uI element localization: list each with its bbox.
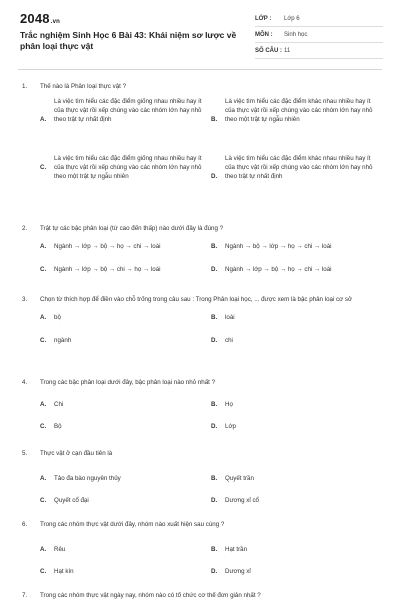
question-4 — [22, 378, 382, 440]
question-number: 5. — [22, 450, 28, 457]
logo-suffix: .vn — [50, 19, 61, 25]
option-letter: C. — [40, 164, 47, 171]
option-list — [40, 474, 382, 514]
meta-count — [255, 44, 383, 59]
meta-value: Lớp 6 — [284, 16, 300, 22]
question-number: 7. — [22, 592, 28, 599]
question-3 — [22, 295, 382, 353]
option-letter: D. — [211, 173, 218, 180]
question-text: Chọn từ thích hợp để điền vào chỗ trống trong câu sau : Trong Phân loại học, ... được xem là bậc phân loại cơ sở — [40, 296, 353, 303]
question-6 — [22, 520, 382, 585]
option-letter: A. — [40, 475, 47, 482]
question-stem — [22, 449, 380, 458]
option-letter: A. — [40, 314, 47, 321]
logo-text: 2048 — [20, 11, 50, 26]
option-text: Rêu — [54, 546, 66, 553]
option-text: Là việc tìm hiểu các đặc điểm khác nhau nhiều hay ít của thực vật rồi xếp chúng vào các nhóm lớn hay nhỏ theo trật tự nhất định — [225, 155, 373, 180]
option-letter: C. — [40, 497, 47, 504]
option-text: Chi — [54, 401, 64, 408]
option-text: Là việc tìm hiểu các đặc điểm giống nhau nhiều hay ít của thực vật rồi xếp chúng vào các nhóm lớn hay nhỏ theo trật tự nhất định — [54, 98, 202, 123]
question-text: Trong các nhóm thực vật dưới đây, nhóm nào xuất hiện sau cùng ? — [40, 521, 225, 528]
question-5 — [22, 449, 382, 514]
option-letter: A. — [40, 116, 47, 123]
option-list — [40, 242, 382, 282]
option-letter: C. — [40, 266, 47, 273]
option-text: Là việc tìm hiểu các đặc điểm khác nhau nhiều hay ít của thực vật rồi xếp chúng vào các nhóm lớn hay nhỏ theo một trật tự ngẫu nhiên — [225, 98, 373, 123]
option-text: Lớp — [225, 423, 236, 430]
option-text: Dương xỉ cổ — [225, 497, 259, 504]
site-logo[interactable] — [20, 11, 60, 26]
option-letter: B. — [211, 243, 218, 250]
question-7 — [22, 592, 380, 599]
meta-subject — [255, 28, 383, 43]
meta-key: MÔN : — [255, 32, 273, 38]
question-stem — [22, 224, 380, 233]
option-letter: B. — [211, 546, 218, 553]
option-text: Tảo đa bào nguyên thủy — [54, 475, 121, 482]
question-number: 4. — [22, 379, 28, 386]
option-list — [40, 400, 382, 440]
option-letter: B. — [211, 116, 218, 123]
question-number: 6. — [22, 521, 28, 528]
option-list — [40, 313, 382, 353]
option-letter: D. — [211, 497, 218, 504]
option-text: Ngành → lớp → bộ → họ → chi → loài — [225, 266, 332, 273]
option-text: Họ — [225, 401, 233, 408]
option-text: Bộ — [54, 423, 62, 430]
option-text: bộ — [54, 314, 61, 321]
option-list — [40, 545, 382, 585]
question-text: Trong các nhóm thực vật ngày nay, nhóm nào có tổ chức cơ thể đơn giản nhất ? — [40, 592, 261, 599]
question-stem — [22, 82, 380, 91]
option-text: Hạt trần — [225, 546, 248, 553]
option-text: Ngành → bộ → lớp → họ → chi → loài — [225, 243, 332, 250]
option-letter: A. — [40, 401, 47, 408]
option-letter: A. — [40, 546, 47, 553]
question-text: Thế nào là Phân loại thực vật ? — [40, 83, 127, 90]
question-number: 2. — [22, 225, 28, 232]
question-text: Trật tự các bậc phân loại (từ cao đến thấp) nào dưới đây là đúng ? — [40, 225, 224, 232]
option-letter: D. — [211, 423, 218, 430]
meta-key: SỐ CÂU : — [255, 48, 282, 54]
option-letter: D. — [211, 568, 218, 575]
option-letter: C. — [40, 423, 47, 430]
option-letter: D. — [211, 266, 218, 273]
option-letter: C. — [40, 568, 47, 575]
option-letter: B. — [211, 314, 218, 321]
option-text: Hạt kín — [54, 568, 74, 575]
option-text: Ngành → lớp → bộ → chi → họ → loài — [54, 266, 161, 273]
meta-key: LỚP : — [255, 16, 272, 22]
question-1 — [22, 82, 382, 217]
option-letter: A. — [40, 243, 47, 250]
header-divider — [18, 69, 382, 70]
option-letter: B. — [211, 401, 218, 408]
meta-value: 11 — [284, 48, 291, 54]
option-letter: C. — [40, 337, 47, 344]
option-text: Ngành → lớp → bộ → họ → chi → loài — [54, 243, 161, 250]
option-text: chi — [225, 337, 233, 344]
question-text: Thực vật ở cạn đầu tiên là — [40, 450, 113, 457]
question-stem — [22, 295, 380, 304]
option-text: Quyết trần — [225, 475, 254, 482]
option-text: loài — [225, 314, 235, 321]
question-2 — [22, 224, 382, 282]
question-number: 3. — [22, 296, 28, 303]
question-number: 1. — [22, 83, 28, 90]
option-letter: D. — [211, 337, 218, 344]
option-list — [40, 97, 382, 217]
option-text: Là việc tìm hiểu các đặc điểm giống nhau nhiều hay ít của thực vật rồi xếp chúng vào các nhóm lớn hay nhỏ theo một trật tự ngẫu nhiên — [54, 155, 202, 180]
option-letter: B. — [211, 475, 218, 482]
question-stem — [22, 520, 380, 529]
page-title: Trắc nghiệm Sinh Học 6 Bài 43: Khái niệm sơ lược về phân loại thực vật — [20, 30, 237, 51]
question-text: Trong các bậc phân loại dưới đây, bậc phân loại nào nhỏ nhất ? — [40, 379, 216, 386]
page-header — [0, 0, 400, 64]
question-stem — [22, 378, 380, 387]
option-text: Quyết cổ đại — [54, 497, 89, 504]
meta-class — [255, 12, 383, 27]
option-text: Dương xỉ — [225, 568, 251, 575]
option-text: ngành — [54, 337, 72, 344]
meta-value: Sinh học — [284, 32, 308, 38]
